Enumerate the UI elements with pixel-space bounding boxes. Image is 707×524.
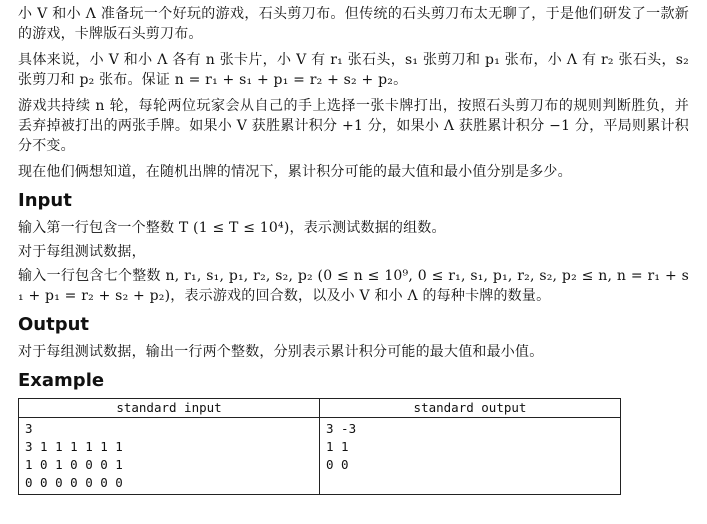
example-section-title: Example xyxy=(18,370,105,391)
example-input-cell xyxy=(19,418,320,495)
input-paragraph-1: 输入第一行包含一个整数 T (1 ≤ T ≤ 10⁴)，表示测试数据的组数。 xyxy=(18,220,446,236)
example-output-line: 0 0 xyxy=(326,457,349,472)
example-output-header: standard output xyxy=(320,399,621,418)
output-section-title: Output xyxy=(18,314,90,335)
statement-paragraph-1: 小 V 和小 Λ 准备玩一个好玩的游戏，石头剪刀布。但传统的石头剪刀布太无聊了，于是他们研发了一款新的游戏，卡牌版石头剪刀布。 xyxy=(18,6,689,42)
input-paragraph-2: 对于每组测试数据， xyxy=(18,244,146,260)
statement-paragraph-3: 游戏共持续 n 轮，每轮两位玩家会从自己的手上选择一张卡牌打出，按照石头剪刀布的规则判断胜负，并丢弃掉被打出的两张手牌。如果小 V 获胜累计积分 +1 分，如果小 Λ 获胜累计积分 −1 分，平局则累计积分不变。 xyxy=(18,98,689,154)
statement-paragraph-2: 具体来说，小 V 和小 Λ 各有 n 张卡片，小 V 有 r₁ 张石头，s₁ 张剪刀和 p₁ 张布，小 Λ 有 r₂ 张石头，s₂ 张剪刀和 p₂ 张布。保证 n = r₁ + s₁ + p₁ = r₂ + s₂ + p₂。 xyxy=(18,52,689,88)
example-table xyxy=(18,398,621,495)
input-paragraph-3: 输入一行包含七个整数 n, r₁, s₁, p₁, r₂, s₂, p₂ (0 ≤ n ≤ 10⁹, 0 ≤ r₁, s₁, p₁, r₂, s₂, p₂ ≤ n, n = r₁ + s₁ + p₁ = r₂ + s₂ + p₂)，表示游戏的回合数，以及小 V 和小 Λ 的每种卡牌的数量。 xyxy=(18,268,689,304)
example-output-line: 3 -3 xyxy=(326,421,357,436)
example-input-line: 3 1 1 1 1 1 1 xyxy=(25,439,123,454)
example-input-line: 1 0 1 0 0 0 1 xyxy=(25,457,123,472)
example-output-line: 1 1 xyxy=(326,439,349,454)
statement-paragraph-4: 现在他们俩想知道，在随机出牌的情况下，累计积分可能的最大值和最小值分别是多少。 xyxy=(18,164,572,180)
input-section-title: Input xyxy=(18,190,72,211)
example-input-line: 0 0 0 0 0 0 0 xyxy=(25,475,123,490)
output-paragraph-1: 对于每组测试数据，输出一行两个整数，分别表示累计积分可能的最大值和最小值。 xyxy=(18,344,544,360)
example-input-header: standard input xyxy=(19,399,320,418)
example-input-line: 3 xyxy=(25,421,33,436)
example-output-cell xyxy=(320,418,621,495)
